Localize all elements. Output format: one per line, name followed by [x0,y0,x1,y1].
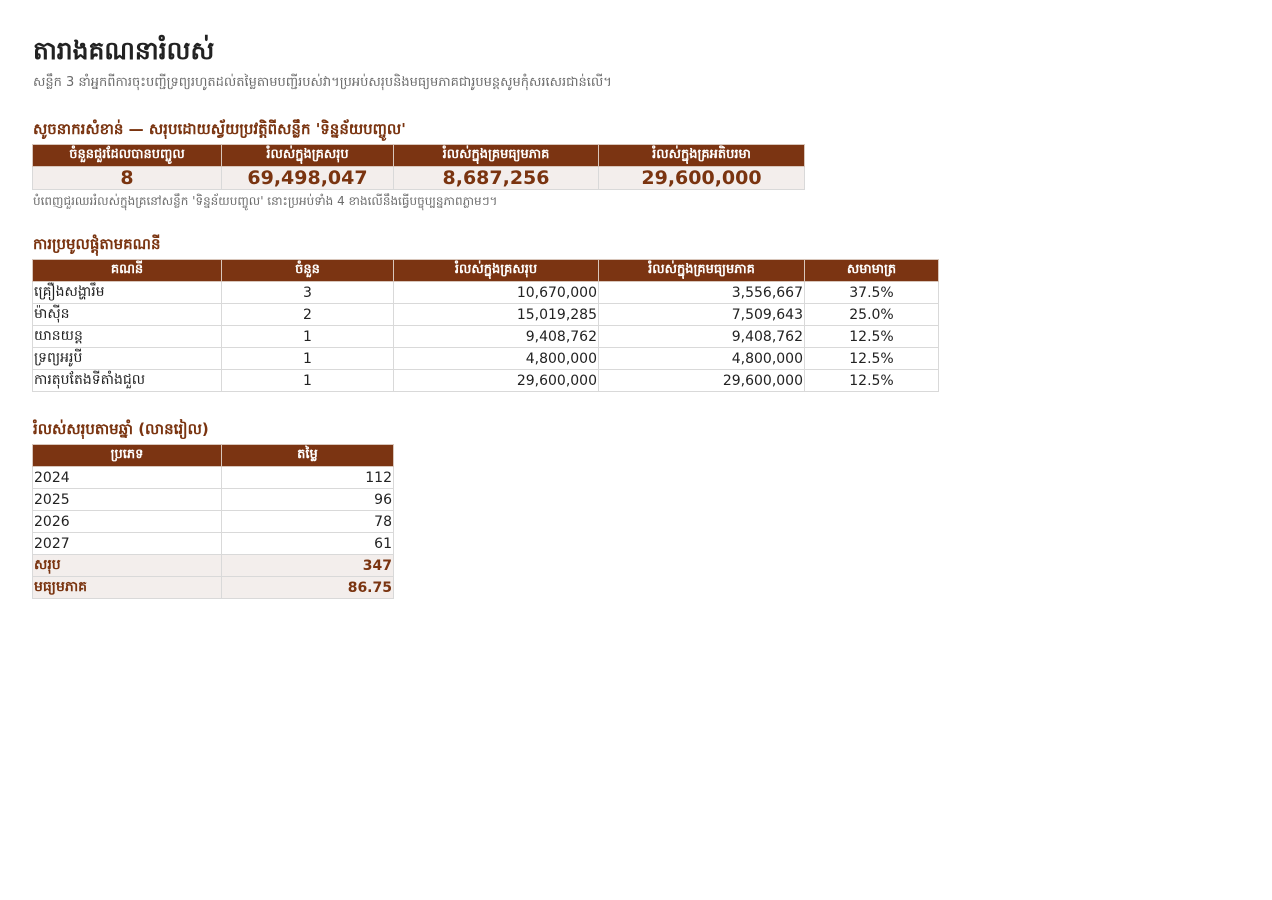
table-row [33,511,394,533]
col-header-average: រំលស់ក្នុងគ្រមធ្យមភាគ [599,260,805,282]
cell-account[interactable]: ទ្រព្យអរូបី [33,348,222,370]
cell-count[interactable]: 1 [222,370,394,392]
summary-value-total[interactable]: 69,498,047 [222,167,394,190]
cell-total[interactable]: 29,600,000 [394,370,599,392]
cell-value[interactable]: 96 [222,489,394,511]
page-title: តារាងគណនារំលស់ [33,36,215,65]
col-header-value: តម្លៃ [222,445,394,467]
by-account-section-title: ការប្រមូលផ្តុំតាមគណនី [33,235,161,253]
cell-value[interactable]: 61 [222,533,394,555]
cell-total[interactable]: 10,670,000 [394,282,599,304]
summary-note: បំពេញជួរឈររំលស់ក្នុងគ្រនៅសន្លឹក 'ទិន្នន័យបញ្ចូល' នោះប្រអប់ទាំង 4 ខាងលើនឹងធ្វើបច្ចុប្បន្នភាពភ្លាមៗ។ [33,194,498,208]
total-label[interactable]: សរុប [33,555,222,577]
cell-year[interactable]: 2027 [33,533,222,555]
col-header-total: រំលស់ក្នុងគ្រសរុប [394,260,599,282]
table-row [33,489,394,511]
cell-value[interactable]: 78 [222,511,394,533]
cell-count[interactable]: 2 [222,304,394,326]
cell-value[interactable]: 112 [222,467,394,489]
cell-ratio[interactable]: 12.5% [805,348,939,370]
cell-account[interactable]: យានយន្ត [33,326,222,348]
table-row [33,467,394,489]
table-row [33,304,939,326]
cell-count[interactable]: 1 [222,326,394,348]
table-row [33,370,939,392]
cell-average[interactable]: 3,556,667 [599,282,805,304]
total-value[interactable]: 347 [222,555,394,577]
cell-count[interactable]: 1 [222,348,394,370]
cell-total[interactable]: 9,408,762 [394,326,599,348]
summary-header-max: រំលស់ក្នុងគ្រអតិបរមា [599,145,805,167]
summary-header-rows: ចំនួនជួរដែលបានបញ្ចូល [33,145,222,167]
by-year-section-title: រំលស់សរុបតាមឆ្នាំ (លានរៀល) [33,420,209,438]
table-row [33,326,939,348]
cell-ratio[interactable]: 12.5% [805,370,939,392]
cell-average[interactable]: 4,800,000 [599,348,805,370]
col-header-ratio: សមាមាត្រ [805,260,939,282]
summary-value-average[interactable]: 8,687,256 [394,167,599,190]
table-row [33,282,939,304]
cell-ratio[interactable]: 25.0% [805,304,939,326]
summary-table [32,144,805,190]
average-value[interactable]: 86.75 [222,577,394,599]
cell-average[interactable]: 7,509,643 [599,304,805,326]
col-header-category: ប្រភេទ [33,445,222,467]
cell-average[interactable]: 9,408,762 [599,326,805,348]
summary-header-average: រំលស់ក្នុងគ្រមធ្យមភាគ [394,145,599,167]
cell-ratio[interactable]: 37.5% [805,282,939,304]
cell-account[interactable]: ម៉ាស៊ីន [33,304,222,326]
table-row [33,533,394,555]
average-label[interactable]: មធ្យមភាគ [33,577,222,599]
by-account-table [32,259,939,392]
cell-account[interactable]: ការតុបតែងទីតាំងជួល [33,370,222,392]
summary-header-total: រំលស់ក្នុងគ្រសរុប [222,145,394,167]
table-row [33,348,939,370]
by-year-table [32,444,394,599]
cell-year[interactable]: 2025 [33,489,222,511]
cell-total[interactable]: 15,019,285 [394,304,599,326]
col-header-count: ចំនួន [222,260,394,282]
cell-count[interactable]: 3 [222,282,394,304]
average-row [33,577,394,599]
summary-value-max[interactable]: 29,600,000 [599,167,805,190]
cell-year[interactable]: 2024 [33,467,222,489]
page-subtitle: សន្លឹក 3 នាំអ្នកពីការចុះបញ្ជីទ្រព្យរហូតដល់តម្លៃតាមបញ្ជីរបស់វា។ប្រអប់សរុបនិងមធ្យមភាគជារូបមន្តសូមកុំសរសេរជាន់លើ។ [33,75,612,90]
cell-ratio[interactable]: 12.5% [805,326,939,348]
total-row [33,555,394,577]
col-header-account: គណនី [33,260,222,282]
summary-section-title: សូចនាករសំខាន់ — សរុបដោយស្វ័យប្រវត្តិពីសន្លឹក 'ទិន្នន័យបញ្ចូល' [33,120,406,138]
cell-total[interactable]: 4,800,000 [394,348,599,370]
cell-year[interactable]: 2026 [33,511,222,533]
cell-account[interactable]: គ្រឿងសង្ហារឹម [33,282,222,304]
cell-average[interactable]: 29,600,000 [599,370,805,392]
summary-value-rows[interactable]: 8 [33,167,222,190]
